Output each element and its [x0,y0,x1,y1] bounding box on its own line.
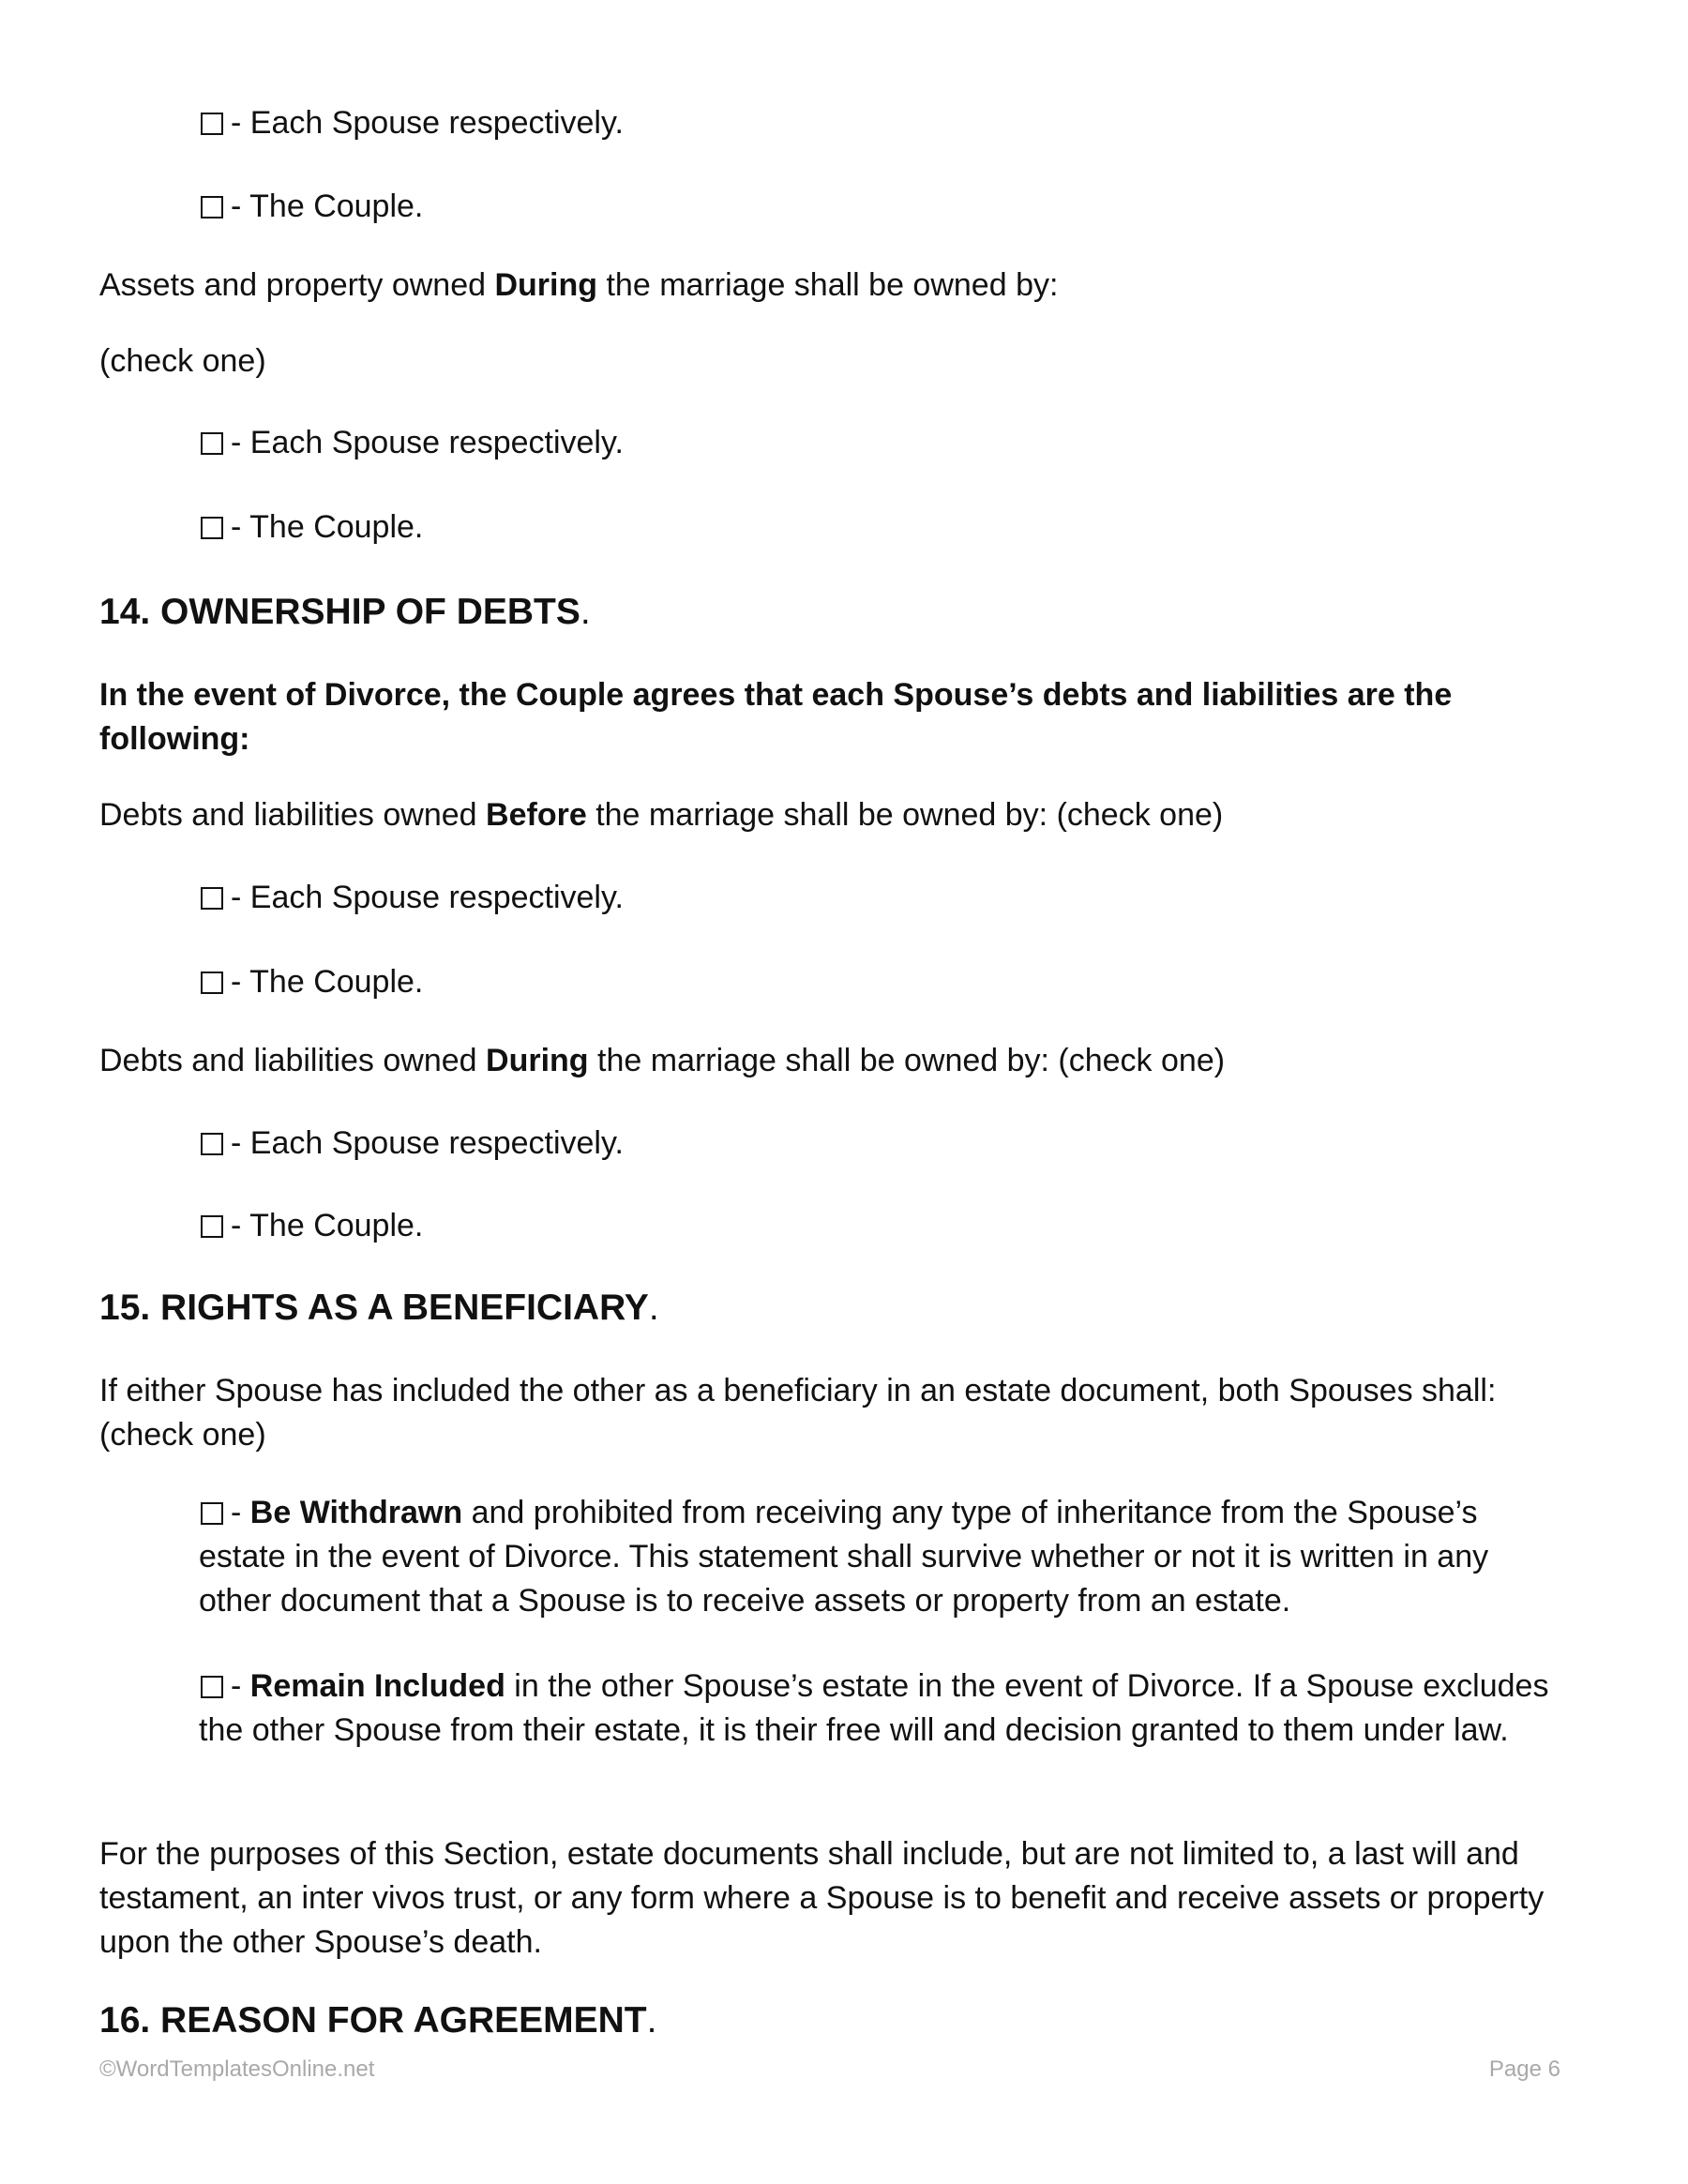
option-the-couple [199,185,1549,229]
option-label: - Each Spouse respectively. [231,880,624,915]
section-15-purposes: For the purposes of this Section, estate documents shall include, but are not limited to, a last will and testament, an inter vivos trust, or any form where a Spouse is to benefit and receive assets or property upon the other Spouse’s death. [99,1836,1545,1960]
section-14-heading: 14. OWNERSHIP OF DEBTS. [99,592,591,632]
heading-text: 15. RIGHTS AS A BENEFICIARY [99,1288,649,1328]
option-label: - Each Spouse respectively. [231,425,624,460]
checkbox[interactable] [201,1502,223,1525]
option-each-spouse [199,876,1549,920]
option-remain-included: - Remain Included in the other Spouse’s estate in the event of Divorce. If a Spouse excludes the other Spouse from their estate, it is their free will and decision granted to them under law. [199,1668,1549,1748]
option-label: - The Couple. [231,1208,424,1243]
option-bold: Remain Included [249,1668,505,1704]
checkbox[interactable] [201,432,223,455]
checkbox[interactable] [201,196,223,218]
prompt-prefix: Debts and liabilities owned [99,797,477,833]
checkbox[interactable] [201,517,223,539]
option-each-spouse [199,1122,1549,1166]
assets-during-prompt [99,264,1600,308]
prompt-bold: Before [486,797,587,833]
option-label: - Each Spouse respectively. [231,1125,624,1161]
option-text: and prohibited from receiving any type of inheritance from the Spouse’s estate in the event of Divorce. This statement shall survive whether or not it is written in any other document that a Spouse is to receive assets or property from an estate. [199,1495,1489,1619]
section-14-intro: In the event of Divorce, the Couple agrees that each Spouse’s debts and liabilities are the following: [99,677,1453,757]
debts-during-prompt [99,1039,1600,1083]
debts-before-prompt [99,793,1600,837]
prompt-suffix: the marriage shall be owned by: (check one) [597,1043,1226,1078]
option-bold: Be Withdrawn [249,1495,463,1530]
checkbox[interactable] [201,972,223,994]
option-the-couple [199,960,1549,1004]
option-be-withdrawn: - Be Withdrawn and prohibited from receiving any type of inheritance from the Spouse’s estate in the event of Divorce. This statement shall survive whether or not it is written in any other document that a Spouse is to receive assets or property from an estate. [199,1495,1489,1619]
checkbox[interactable] [201,1676,223,1698]
option-the-couple [199,505,1549,550]
checkbox[interactable] [201,113,223,135]
section-16-heading: 16. REASON FOR AGREEMENT. [99,2000,657,2041]
option-each-spouse [199,101,1549,145]
section-15-heading: 15. RIGHTS AS A BENEFICIARY. [99,1288,659,1328]
prompt-prefix: Debts and liabilities owned [99,1043,477,1078]
option-label: - The Couple. [231,509,424,545]
footer-page-number: Page 6 [1488,2056,1560,2082]
prompt-bold: During [486,1043,589,1078]
checkbox[interactable] [201,1133,223,1155]
prompt-suffix: the marriage shall be owned by: (check one) [595,797,1224,833]
check-one-note: (check one) [99,343,266,379]
option-text: in the other Spouse’s estate in the event of Divorce. If a Spouse excludes the other Spouse from their estate, it is their free will and decision granted to them under law. [199,1668,1549,1748]
option-each-spouse [199,421,1549,465]
option-label: - The Couple. [231,188,424,224]
prompt-bold: During [494,267,598,303]
checkbox[interactable] [201,1215,223,1238]
footer-copyright: ©WordTemplatesOnline.net [99,2056,375,2082]
checkbox[interactable] [201,887,223,910]
heading-text: 16. REASON FOR AGREEMENT [99,2000,647,2041]
option-label: - The Couple. [231,964,424,1000]
option-label: - Each Spouse respectively. [231,105,624,141]
prompt-suffix: the marriage shall be owned by: [606,267,1059,303]
section-15-intro: If either Spouse has included the other as a beneficiary in an estate document, both Spouses shall: (check one) [99,1373,1497,1453]
heading-text: 14. OWNERSHIP OF DEBTS [99,592,580,632]
option-the-couple [199,1204,1549,1248]
prompt-prefix: Assets and property owned [99,267,487,303]
